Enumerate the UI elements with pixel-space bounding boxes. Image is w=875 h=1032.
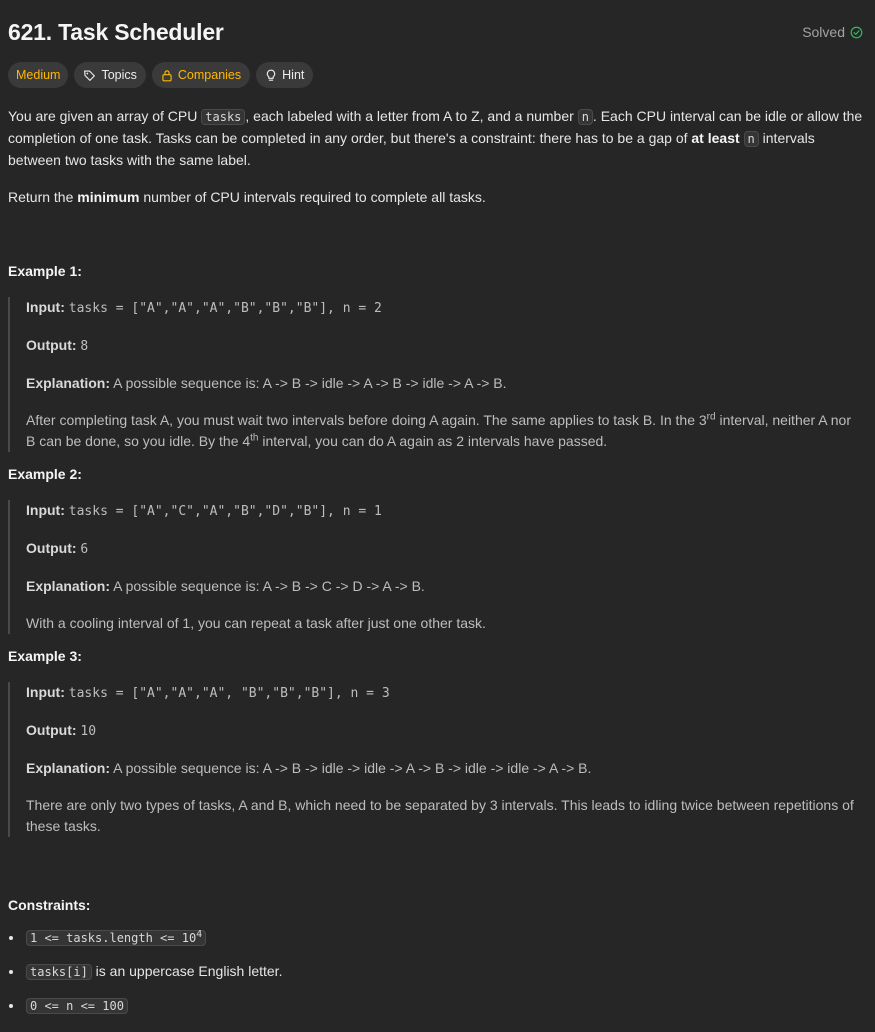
example-explanation: Explanation: A possible sequence is: A -> B -> idle -> A -> B -> idle -> A -> B. [26, 375, 507, 391]
constraint-item [24, 927, 863, 949]
problem-title[interactable]: 621. Task Scheduler [8, 18, 224, 45]
example-input: Input: tasks = ["A","A","A","B","B","B"], n = 2 [26, 299, 382, 316]
problem-description [8, 0, 863, 1029]
example-input: Input: tasks = ["A","C","A","B","D","B"], n = 1 [26, 502, 382, 519]
solved-label: Solved [802, 24, 845, 40]
problem-header [8, 16, 863, 48]
example-3-title: Example 3: [8, 648, 82, 664]
example-1-title: Example 1: [8, 263, 82, 279]
topics-button[interactable] [74, 62, 145, 88]
statement-paragraph: You are given an array of CPU tasks , each labeled with a letter from A to Z, and a number n . Each CPU interval can be idle or allow the completion of one task. Tasks can be completed in any order, but there's a constraint: there has to be a gap of at least n intervals between two tasks with the same label. [8, 108, 863, 168]
example-1-block [8, 297, 863, 452]
bold-at-least: at least [691, 130, 740, 146]
example-output: Output: 8 [26, 337, 89, 354]
example-2-block [8, 500, 863, 634]
companies-label: Companies [177, 68, 242, 82]
constraint-item [24, 995, 863, 1017]
hint-button[interactable] [256, 62, 313, 88]
constraint-code: 0 <= n <= 100 [26, 998, 128, 1014]
tag-bar [8, 62, 863, 88]
difficulty-label: Medium [16, 68, 61, 82]
example-output: Output: 6 [26, 540, 89, 557]
check-circle-icon [850, 26, 863, 39]
solved-status [802, 24, 863, 40]
hint-label: Hint [282, 68, 305, 82]
constraint-code: 1 <= tasks.length <= $10^4$ [26, 930, 206, 946]
example-output: Output: 10 [26, 722, 97, 739]
code-n: n [744, 131, 759, 147]
constraint-code: tasks[i] [26, 964, 92, 980]
example-3-block [8, 682, 863, 837]
companies-button[interactable] [152, 62, 250, 88]
constraints-list [8, 927, 863, 1017]
example-note: There are only two types of tasks, A and B, which need to be separated by 3 intervals. This leads to idling twice between repetitions of these tasks. [26, 797, 854, 834]
example-explanation: Explanation: A possible sequence is: A -> B -> idle -> idle -> A -> B -> idle -> idle -> A -> B. [26, 760, 592, 776]
example-2-title: Example 2: [8, 466, 82, 482]
example-note: After completing task A, you must wait two intervals before doing A again. The same applies to task B. In the 3rd interval, neither A nor B can be done, so you idle. By the 4th interval, you can do A again as 2 intervals have passed. [26, 411, 851, 449]
example-input: Input: tasks = ["A","A","A", "B","B","B"], n = 3 [26, 684, 390, 701]
problem-statement [8, 106, 863, 208]
code-n: n [578, 109, 593, 125]
example-note: With a cooling interval of 1, you can repeat a task after just one other task. [26, 615, 486, 631]
topics-label: Topics [101, 68, 137, 82]
code-tasks: tasks [201, 109, 245, 125]
constraints-title: Constraints: [8, 897, 91, 913]
constraint-item: • tasks[i] is an uppercase English letter. [24, 961, 863, 983]
lightbulb-icon [265, 69, 277, 82]
bold-minimum: minimum [77, 189, 140, 205]
difficulty-badge [8, 62, 68, 88]
return-paragraph: Return the minimum number of CPU intervals required to complete all tasks. [8, 189, 486, 205]
lock-icon [161, 69, 173, 82]
tag-icon [83, 69, 96, 82]
example-explanation: Explanation: A possible sequence is: A -> B -> C -> D -> A -> B. [26, 578, 425, 594]
